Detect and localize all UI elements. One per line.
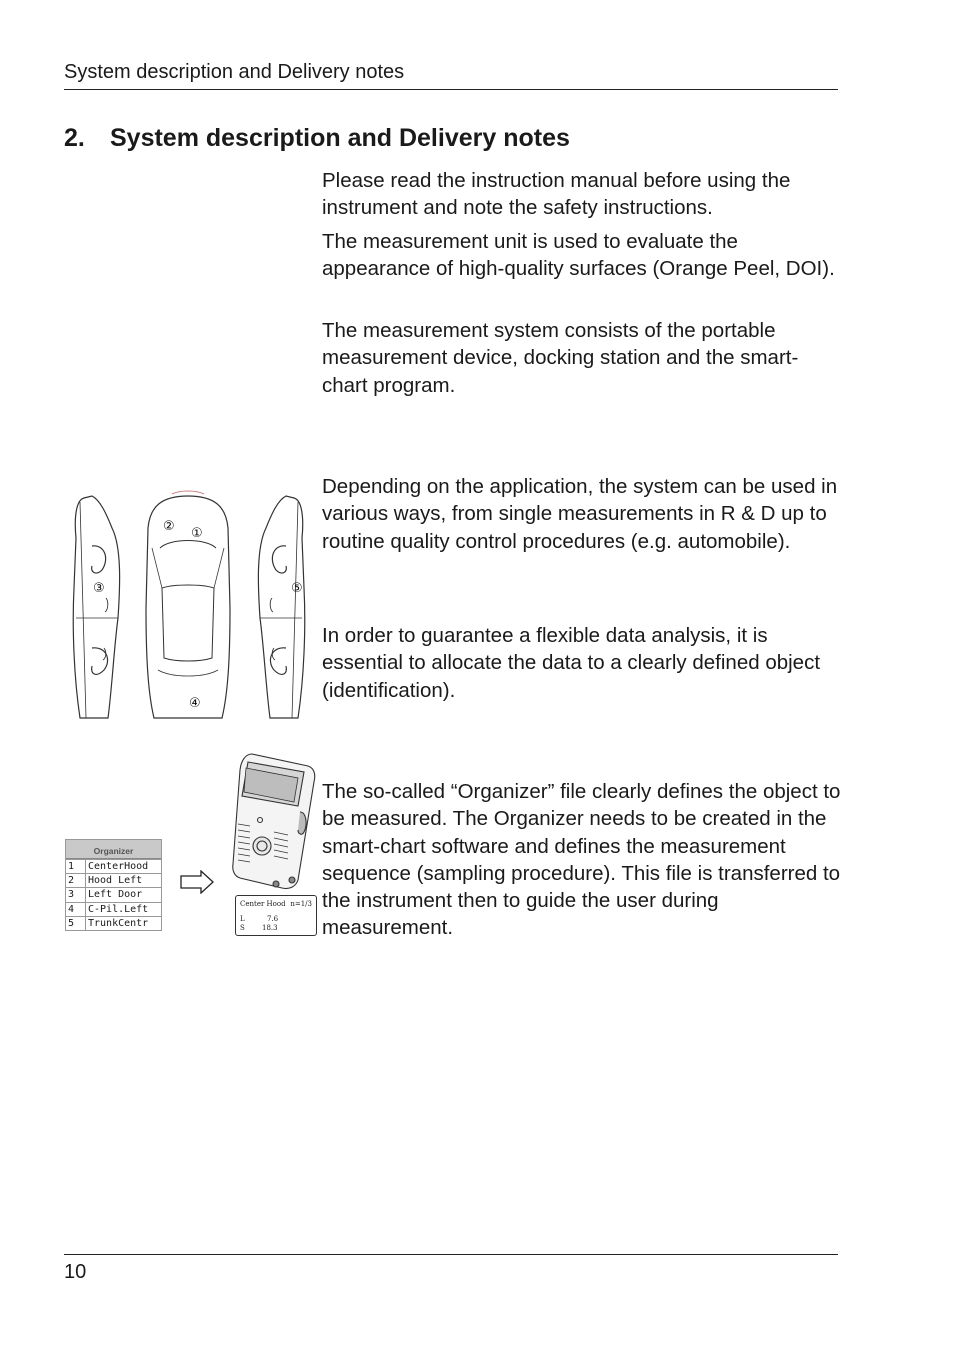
page-number: 10 <box>64 1261 87 1283</box>
paragraph-measurement-system: The measurement system consists of the portable measurement device, docking station and the smart-chart program. <box>322 319 799 397</box>
paragraph-organizer: The so-called “Organizer” file clearly defines the object to be measured. The Organizer needs to be created in the smart-chart software and defines the measurement sequence (sampling procedure). This file is transferred to the instrument then to guide the user during measurement. <box>322 780 841 940</box>
section-title-text: System description and Delivery notes <box>110 124 570 152</box>
row-name: TrunkCentr <box>88 917 149 929</box>
marker-5: ⑤ <box>291 581 303 596</box>
car-top-view-figure <box>62 488 314 724</box>
marker-4: ④ <box>189 696 201 711</box>
display-l-label: L <box>240 915 245 923</box>
paragraph-read-manual: Please read the instruction manual before using the instrument and note the safety instructions. <box>322 169 791 220</box>
row-index: 5 <box>66 917 86 930</box>
display-l-value: 7.6 <box>267 915 279 923</box>
row-name: Left Door <box>88 889 143 901</box>
row-index: 3 <box>66 888 86 901</box>
table-row <box>66 859 161 873</box>
row-name: Hood Left <box>88 875 143 887</box>
right-side-view <box>258 496 304 718</box>
footer-divider <box>64 1254 838 1255</box>
left-side-view <box>73 496 119 718</box>
device-display <box>235 895 317 936</box>
display-count: n=1/3 <box>290 900 312 908</box>
row-index: 2 <box>66 874 86 887</box>
paragraph-application: Depending on the application, the system can be used in various ways, from single measurements in R & D up to routine quality control procedures (e.g. automobile). <box>322 475 838 553</box>
table-row <box>66 873 161 887</box>
organizer-title: Organizer <box>66 840 161 859</box>
row-name: C-Pil.Left <box>88 903 149 915</box>
row-index: 4 <box>66 903 86 916</box>
display-s-label: S <box>240 924 245 932</box>
section-number: 2. <box>64 124 85 152</box>
table-row <box>66 916 161 930</box>
marker-2: ② <box>163 519 175 534</box>
display-s-value: 18.3 <box>262 924 278 932</box>
display-location: Center Hood <box>240 900 286 908</box>
paragraph-measurement-unit: The measurement unit is used to evaluate the appearance of high-quality surfaces (Orange Peel, DOI). <box>322 230 835 281</box>
table-row <box>66 902 161 916</box>
car-top-body <box>146 491 230 718</box>
running-header: System description and Delivery notes <box>64 60 838 90</box>
table-row <box>66 887 161 901</box>
organizer-table <box>65 839 162 931</box>
row-name: CenterHood <box>88 861 149 872</box>
row-index: 1 <box>66 860 86 873</box>
section-title <box>64 123 570 153</box>
transfer-arrow-icon <box>180 870 214 894</box>
paragraph-data-analysis: In order to guarantee a flexible data analysis, it is essential to allocate the data to a clearly defined object (identification). <box>322 624 821 702</box>
marker-3: ③ <box>93 581 105 596</box>
measurement-device-figure <box>226 752 318 894</box>
marker-1: ① <box>191 526 203 541</box>
